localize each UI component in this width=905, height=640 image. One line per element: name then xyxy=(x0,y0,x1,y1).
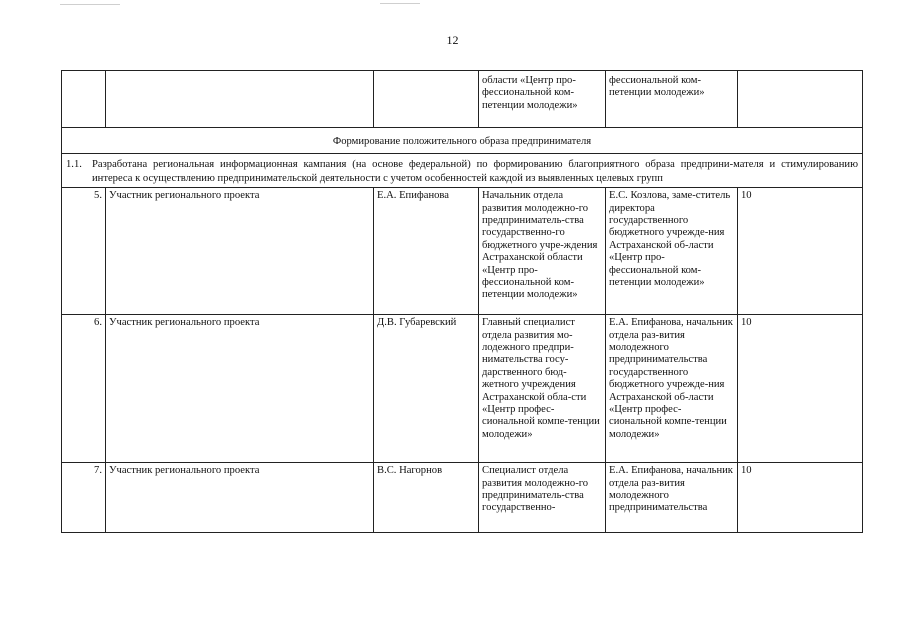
cell-hours xyxy=(738,71,863,128)
table-row xyxy=(62,463,863,533)
cell-number xyxy=(62,71,106,128)
cell-name: Д.В. Губаревский xyxy=(374,315,479,463)
page-number: 12 xyxy=(446,33,459,47)
cell-hours: 10 xyxy=(738,188,863,315)
scan-artifact-top-right xyxy=(380,3,420,4)
cell-hours: 10 xyxy=(738,315,863,463)
project-participants-table xyxy=(61,70,863,533)
cell-participant-role: Участник регионального проекта xyxy=(106,315,374,463)
cell-participant-role: Участник регионального проекта xyxy=(106,463,374,533)
task-cell xyxy=(62,154,863,188)
section-heading: Формирование положительного образа предпринимателя xyxy=(62,128,863,154)
cell-supervisor: Е.А. Епифанова, начальник отдела раз-вития молодежного предпринимательства xyxy=(606,463,738,533)
cell-position: области «Центр про-фессиональной ком-петенции молодежи» xyxy=(479,71,606,128)
table-row xyxy=(62,315,863,463)
task-text-block xyxy=(66,158,858,185)
cell-name xyxy=(374,71,479,128)
table-row xyxy=(62,188,863,315)
cell-name: В.С. Нагорнов xyxy=(374,463,479,533)
cell-position: Начальник отдела развития молодежно-го предприниматель-ства государственно-го бюджетного учре-ждения Астраханской области «Центр про-фессиональной ком-петенции молодежи» xyxy=(479,188,606,315)
cell-position: Специалист отдела развития молодежно-го предприниматель-ства государственно- xyxy=(479,463,606,533)
cell-position: Главный специалист отдела развития мо-лодежного предпри-нимательства госу-дарственного бюд-жетного учреждения Астраханской обла-сти «Центр профес-сиональной компе-тенции молодежи» xyxy=(479,315,606,463)
cell-participant-role xyxy=(106,71,374,128)
cell-participant-role: Участник регионального проекта xyxy=(106,188,374,315)
cell-supervisor: фессиональной ком-петенции молодежи» xyxy=(606,71,738,128)
table-row-section-heading xyxy=(62,128,863,154)
task-number: 1.1. xyxy=(66,159,82,170)
task-description: Разработана региональная информационная кампания (на основе федеральной) по формированию благоприятного образа предприни-мателя и стимулированию интереса к осуществлению предпринимательской деятельности с учетом особенностей каждой из выявленных целевых групп xyxy=(92,159,858,184)
cell-supervisor: Е.С. Козлова, заме-ститель директора государственного бюджетного учрежде-ния Астраханской об-ласти «Центр про-фессиональной ком-петенции молодежи» xyxy=(606,188,738,315)
cell-hours: 10 xyxy=(738,463,863,533)
table-row-continuation xyxy=(62,71,863,128)
cell-number: 6. xyxy=(62,315,106,463)
cell-supervisor: Е.А. Епифанова, начальник отдела раз-вития молодежного предпринимательства государственного бюджетного учрежде-ния Астраханской об-ласти «Центр профес-сиональной компе-тенции молодежи» xyxy=(606,315,738,463)
table-row-task xyxy=(62,154,863,188)
scan-artifact-top xyxy=(60,4,120,5)
cell-name: Е.А. Епифанова xyxy=(374,188,479,315)
cell-number: 5. xyxy=(62,188,106,315)
cell-number: 7. xyxy=(62,463,106,533)
